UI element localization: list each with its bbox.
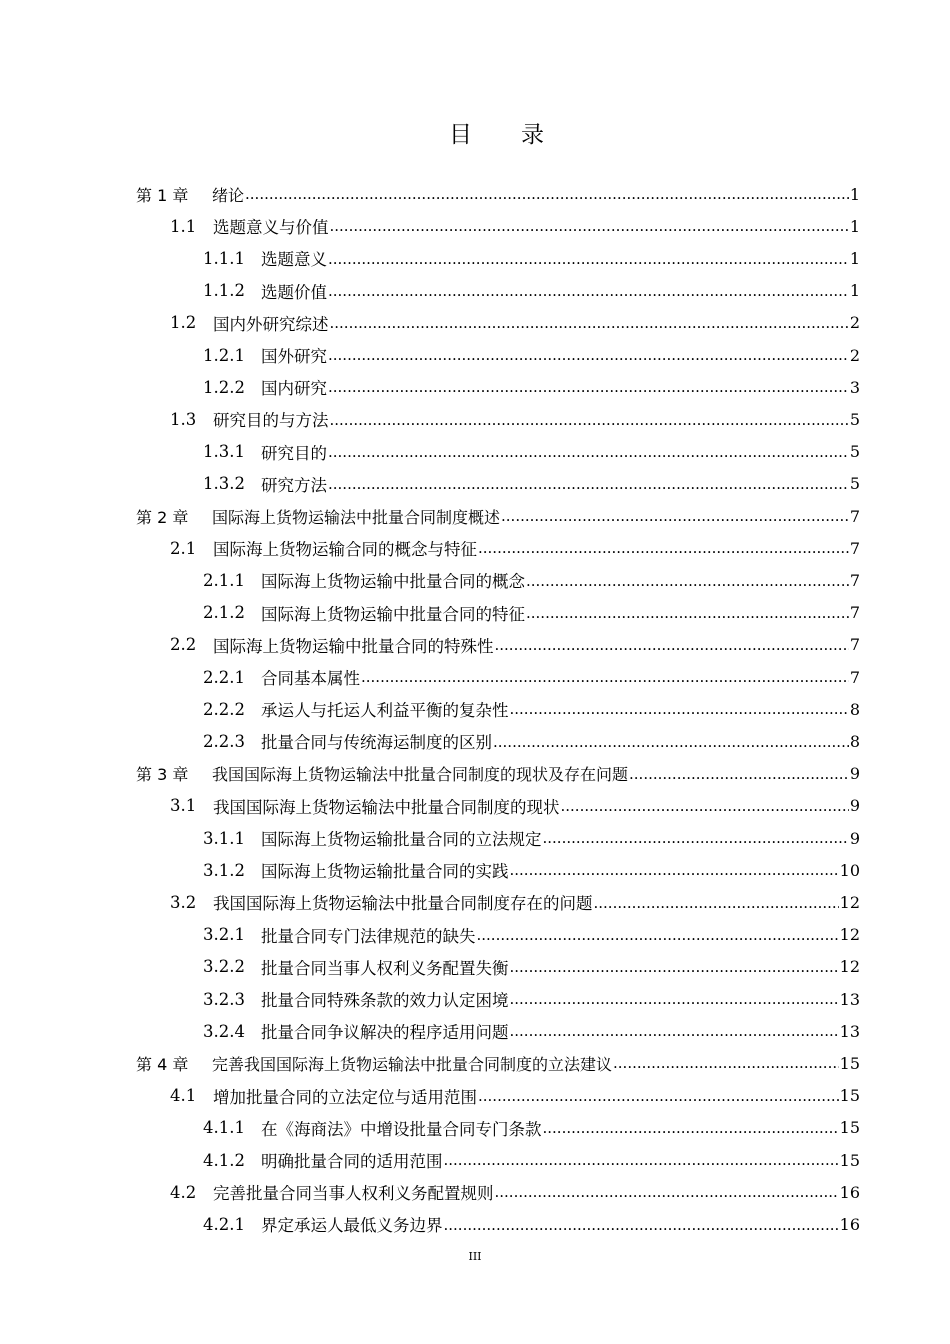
dot-leader [328, 476, 849, 493]
toc-entry-page: 5 [849, 409, 860, 429]
toc-entry[interactable] [170, 403, 860, 435]
toc-entry[interactable] [203, 597, 860, 629]
toc-entry[interactable] [203, 242, 860, 274]
toc-entry-page: 2 [849, 345, 860, 365]
dot-leader [444, 1216, 839, 1233]
toc-entry[interactable] [203, 854, 860, 886]
toc-entry[interactable] [170, 210, 860, 242]
dot-leader [594, 894, 839, 911]
toc-entry-title: 国际海上货物运输中批量合同的概念 [261, 572, 525, 592]
dot-leader [330, 218, 849, 235]
toc-entry[interactable] [136, 1047, 860, 1079]
toc-entry-title: 合同基本属性 [261, 669, 360, 688]
toc-entry-page: 8 [849, 731, 860, 751]
toc-entry-number: 4.1 [170, 1086, 197, 1106]
toc-entry-page: 7 [849, 635, 860, 655]
toc-entry[interactable] [170, 1080, 860, 1112]
toc-entry[interactable] [203, 1144, 860, 1176]
dot-leader [510, 959, 839, 976]
dot-leader [526, 604, 849, 621]
toc-entry-title: 国际海上货物运输中批量合同的特征 [261, 604, 525, 624]
toc-entry-number: 2.1 [170, 538, 197, 558]
dot-leader [328, 250, 849, 267]
toc-entry[interactable] [203, 725, 860, 757]
toc-entry[interactable] [203, 1208, 860, 1240]
toc-entry-page: 1 [849, 216, 860, 236]
toc-entry-number: 4.2 [170, 1182, 197, 1202]
dot-leader [561, 798, 849, 815]
toc-entry-page: 15 [839, 1150, 860, 1170]
toc-entry-number: 3.1 [170, 796, 197, 816]
toc-entry-page: 15 [839, 1053, 860, 1073]
toc-entry-number: 3.2.1 [203, 925, 245, 945]
toc-entry-page: 16 [839, 1182, 860, 1202]
toc-entry-title: 选题意义 [261, 250, 327, 270]
toc-entry[interactable] [203, 1015, 860, 1047]
toc-entry-title: 国内外研究综述 [213, 314, 329, 334]
toc-entry-number: 1.2.2 [203, 377, 245, 397]
dot-leader [543, 1120, 839, 1137]
toc-entry-page: 7 [849, 538, 860, 558]
toc-entry[interactable] [170, 1176, 860, 1208]
toc-entry[interactable] [203, 468, 860, 500]
toc-entry[interactable] [203, 1112, 860, 1144]
toc-entry-page: 7 [849, 667, 860, 687]
dot-leader [495, 1184, 839, 1201]
toc-entry-number: 3.2.3 [203, 989, 245, 1009]
toc-entry[interactable] [136, 500, 860, 532]
dot-leader [510, 701, 849, 718]
toc-entry[interactable] [136, 178, 860, 210]
toc-entry-title: 批量合同当事人权利义务配置失衡 [261, 958, 509, 978]
toc-entry[interactable] [170, 307, 860, 339]
toc-entry-number: 2.2.2 [203, 699, 245, 719]
toc-entry[interactable] [170, 629, 860, 661]
toc-entry-number: 第 3 章 [136, 765, 189, 785]
toc-entry-title: 国际海上货物运输中批量合同的特殊性 [213, 636, 494, 656]
dot-leader [629, 766, 849, 782]
toc-entry-page: 8 [849, 699, 860, 719]
dot-leader [613, 1055, 839, 1071]
toc-entry-title: 国际海上货物运输批量合同的立法规定 [261, 830, 542, 849]
toc-entry-title: 增加批量合同的立法定位与适用范围 [213, 1087, 477, 1107]
dot-leader [328, 282, 849, 299]
toc-entry-number: 1.1.2 [203, 281, 245, 301]
toc-entry[interactable] [203, 693, 860, 725]
toc-entry-page: 15 [839, 1118, 860, 1138]
toc-entry-title: 界定承运人最低义务边界 [261, 1216, 443, 1236]
toc-entry-number: 2.2.1 [203, 667, 245, 687]
dot-leader [501, 508, 849, 524]
toc-entry-page: 12 [839, 957, 860, 977]
toc-entry-number: 1.2 [170, 313, 197, 333]
toc-entry[interactable] [170, 532, 860, 564]
toc-entry-number: 1.3.2 [203, 474, 245, 494]
toc-entry-page: 1 [849, 248, 860, 268]
toc-entry[interactable] [170, 790, 860, 822]
dot-leader [510, 991, 839, 1008]
toc-entry-number: 4.1.1 [203, 1118, 245, 1138]
toc-entry-page: 13 [839, 1021, 860, 1041]
toc-entry-page: 1 [849, 184, 860, 204]
toc-entry[interactable] [203, 661, 860, 693]
toc-entry-number: 1.3 [170, 409, 197, 429]
title-char-2: 录 [521, 122, 544, 148]
dot-leader [543, 830, 849, 847]
toc-entry[interactable] [203, 919, 860, 951]
title-char-1: 目 [449, 122, 472, 148]
toc-entry-number: 3.2.4 [203, 1021, 245, 1041]
toc-entry-title: 我国国际海上货物运输法中批量合同制度的现状 [213, 797, 560, 817]
toc-entry-title: 批量合同争议解决的程序适用问题 [261, 1023, 509, 1043]
toc-entry-page: 15 [839, 1086, 860, 1106]
toc-entry-title: 研究目的与方法 [213, 411, 329, 431]
dot-leader [328, 379, 849, 396]
toc-entry-number: 2.1.2 [203, 603, 245, 623]
toc-entry[interactable] [203, 339, 860, 371]
toc-entry-title: 绪论 [212, 185, 245, 205]
toc-entry-page: 9 [849, 796, 860, 816]
toc-entry-number: 第 2 章 [136, 507, 189, 527]
toc-entry[interactable] [203, 436, 860, 468]
toc-entry-page: 3 [849, 377, 860, 397]
toc-entry-page: 5 [849, 442, 860, 462]
toc-entry-page: 5 [849, 474, 860, 494]
dot-leader [477, 926, 839, 943]
dot-leader [495, 637, 849, 654]
toc-entry-number: 4.2.1 [203, 1214, 245, 1234]
toc-entry-number: 1.2.1 [203, 345, 245, 365]
toc-entry-title: 批量合同与传统海运制度的区别 [261, 733, 492, 753]
toc-entry-number: 第 4 章 [136, 1054, 189, 1074]
toc-entry-title: 完善我国国际海上货物运输法中批量合同制度的立法建议 [212, 1054, 613, 1074]
toc-entry[interactable] [203, 951, 860, 983]
dot-leader [330, 411, 849, 428]
dot-leader [478, 540, 849, 557]
dot-leader [328, 443, 849, 460]
dot-leader [444, 1152, 839, 1169]
toc-entry-title: 明确批量合同的适用范围 [261, 1152, 443, 1171]
page-number: III [468, 1250, 482, 1263]
toc-entry-number: 3.2 [170, 892, 197, 912]
toc-entry-number: 2.1.1 [203, 570, 245, 590]
toc-entry-page: 7 [849, 570, 860, 590]
toc-entry-number: 1.3.1 [203, 442, 245, 462]
toc-entry-page: 9 [849, 764, 860, 784]
toc-entry-title: 承运人与托运人利益平衡的复杂性 [261, 701, 509, 721]
toc-entry-title: 我国国际海上货物运输法中批量合同制度的现状及存在问题 [212, 765, 629, 785]
toc-entry-title: 完善批量合同当事人权利义务配置规则 [213, 1184, 494, 1204]
dot-leader [245, 186, 849, 202]
toc-entry-page: 16 [839, 1214, 860, 1234]
toc-entry-number: 2.2.3 [203, 731, 245, 751]
toc-entry-number: 1.1 [170, 216, 197, 236]
toc-entry[interactable] [203, 822, 860, 854]
toc-entry-number: 3.2.2 [203, 957, 245, 977]
toc-entry-page: 10 [839, 860, 860, 880]
toc-entry[interactable] [203, 983, 860, 1015]
toc-entry-title: 批量合同特殊条款的效力认定困境 [261, 991, 509, 1010]
toc-entry[interactable] [203, 275, 860, 307]
dot-leader [510, 1023, 839, 1040]
toc-entry-page: 12 [839, 892, 860, 912]
toc-entry-page: 13 [839, 989, 860, 1009]
toc-entry-page: 12 [839, 925, 860, 945]
toc-entry-title: 批量合同专门法律规范的缺失 [261, 926, 476, 946]
toc-entry-title: 在《海商法》中增设批量合同专门条款 [261, 1119, 542, 1139]
toc-entry-title: 选题价值 [261, 282, 327, 302]
dot-leader [478, 1087, 839, 1104]
toc-entry-page: 9 [849, 828, 860, 848]
toc-entry-title: 国际海上货物运输法中批量合同制度概述 [212, 507, 501, 527]
toc-entry-number: 2.2 [170, 635, 197, 655]
toc-entry-title: 选题意义与价值 [213, 218, 329, 238]
dot-leader [361, 669, 849, 686]
toc-entry-title: 研究方法 [261, 475, 327, 495]
toc-entry[interactable] [136, 758, 860, 790]
toc-entry-number: 4.1.2 [203, 1150, 245, 1170]
toc-entry[interactable] [203, 371, 860, 403]
toc-entry-title: 国际海上货物运输合同的概念与特征 [213, 540, 477, 560]
toc-entry-title: 国内研究 [261, 379, 327, 399]
dot-leader [526, 572, 849, 589]
toc-entry-title: 研究目的 [261, 443, 327, 463]
toc-entry-number: 1.1.1 [203, 248, 245, 268]
dot-leader [328, 347, 849, 364]
toc-entry-title: 我国国际海上货物运输法中批量合同制度存在的问题 [213, 894, 593, 914]
toc-entry-title: 国际海上货物运输批量合同的实践 [261, 862, 509, 882]
toc-entry[interactable] [203, 564, 860, 596]
toc-entry-number: 3.1.2 [203, 860, 245, 880]
dot-leader [330, 315, 849, 332]
dot-leader [510, 862, 839, 879]
toc-entry-page: 2 [849, 313, 860, 333]
toc-entry-number: 3.1.1 [203, 828, 245, 848]
toc-entry[interactable] [170, 886, 860, 918]
toc-entry-number: 第 1 章 [136, 185, 189, 205]
toc-entry-page: 7 [849, 506, 860, 526]
toc-entry-page: 1 [849, 281, 860, 301]
toc-entry-page: 7 [849, 603, 860, 623]
dot-leader [493, 733, 849, 750]
toc-entry-title: 国外研究 [261, 347, 327, 366]
